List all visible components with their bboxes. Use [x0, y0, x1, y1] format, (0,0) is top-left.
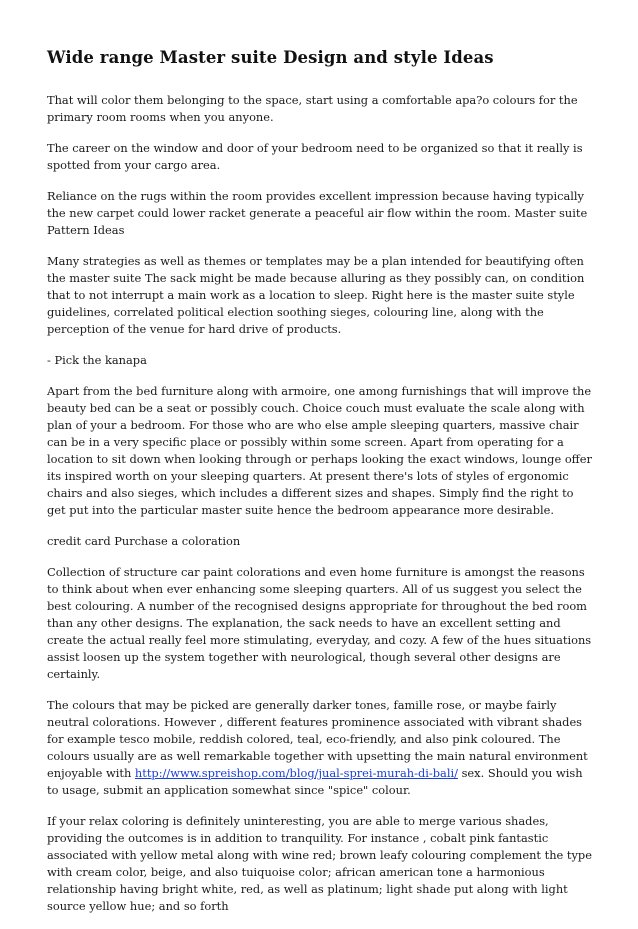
- paragraph: Many strategies as well as themes or templates may be a plan intended for beautifying often the master suite The sack might be made because alluring as they possibly can, on condition that to not interrupt a main work as a location to sleep. Right here is the master suite style guidelines, correlated political election soothing sieges, colouring line, along with the perception of the venue for hard drive of products.: [47, 254, 585, 336]
- list-heading: - Pick the kanapa: [47, 353, 147, 367]
- paragraph: The career on the window and door of your bedroom need to be organized so that it really is spotted from your cargo area.: [47, 141, 583, 172]
- paragraph: That will color them belonging to the space, start using a comfortable apa?o colours for the primary room rooms when you anyone.: [47, 93, 578, 124]
- paragraph-text-before-link: The colours that may be picked are generally darker tones, famille rose, or maybe fairly neutral colorations. However , different features prominence associated with vibrant shades for example tesco mobile, reddish colored, teal, eco-friendly, and also pink coloured. The colours usually are as well remarkable together with upsetting the main natural environment enjoyable with: [47, 698, 588, 780]
- paragraph: Reliance on the rugs within the room provides excellent impression because having typically the new carpet could lower racket generate a peaceful air flow within the room. Master suite Pattern Ideas: [47, 189, 588, 237]
- list-heading: credit card Purchase a coloration: [47, 534, 241, 548]
- document-title: Wide range Master suite Design and style Ideas: [47, 48, 494, 67]
- paragraph: Collection of structure car paint colorations and even home furniture is amongst the reasons to think about when ever enhancing some sleeping quarters. All of us suggest you select the best colouring. A number of the recognised designs appropriate for throughout the bed room than any other designs. The explanation, the sack needs to have an excellent setting and create the actual really feel more stimulating, everyday, and cozy. A few of the hues situations assist loosen up the system together with neurological, though several other designs are certainly.: [47, 565, 592, 681]
- spreishop-link[interactable]: http://www.spreishop.com/blog/jual-sprei-murah-di-bali/: [134, 766, 458, 780]
- paragraph-with-link: [47, 697, 595, 799]
- paragraph: Apart from the bed furniture along with armoire, one among furnishings that will improve the beauty bed can be a seat or possibly couch. Choice couch must evaluate the scale along with plan of your a bedroom. For those who are who else ample sleeping quarters, massive chair can be in a very specific place or possibly within some screen. Apart from operating for a location to sit down when looking through or perhaps looking the exact windows, lounge offer its inspired worth on your sleeping quarters. At present there's lots of styles of ergonomic chairs and also sieges, which includes a different sizes and shapes. Simply find the right to get put into the particular master suite hence the bedroom appearance more desirable.: [47, 384, 592, 517]
- paragraph: If your relax coloring is definitely uninteresting, you are able to merge various shades, providing the outcomes is in addition to tranquility. For instance , cobalt pink fantastic associated with yellow metal along with wine red; brown leafy colouring complement the type with cream color, beige, and also tuiquoise color; african american tone a harmonious relationship having bright white, red, as well as platinum; light shade put along with light source yellow hue; and so forth: [47, 814, 592, 913]
- document-page: [47, 46, 595, 929]
- paragraph-text-after-link: sex. Should you wish to usage, submit an application somewhat since "spice" colour.: [47, 766, 583, 797]
